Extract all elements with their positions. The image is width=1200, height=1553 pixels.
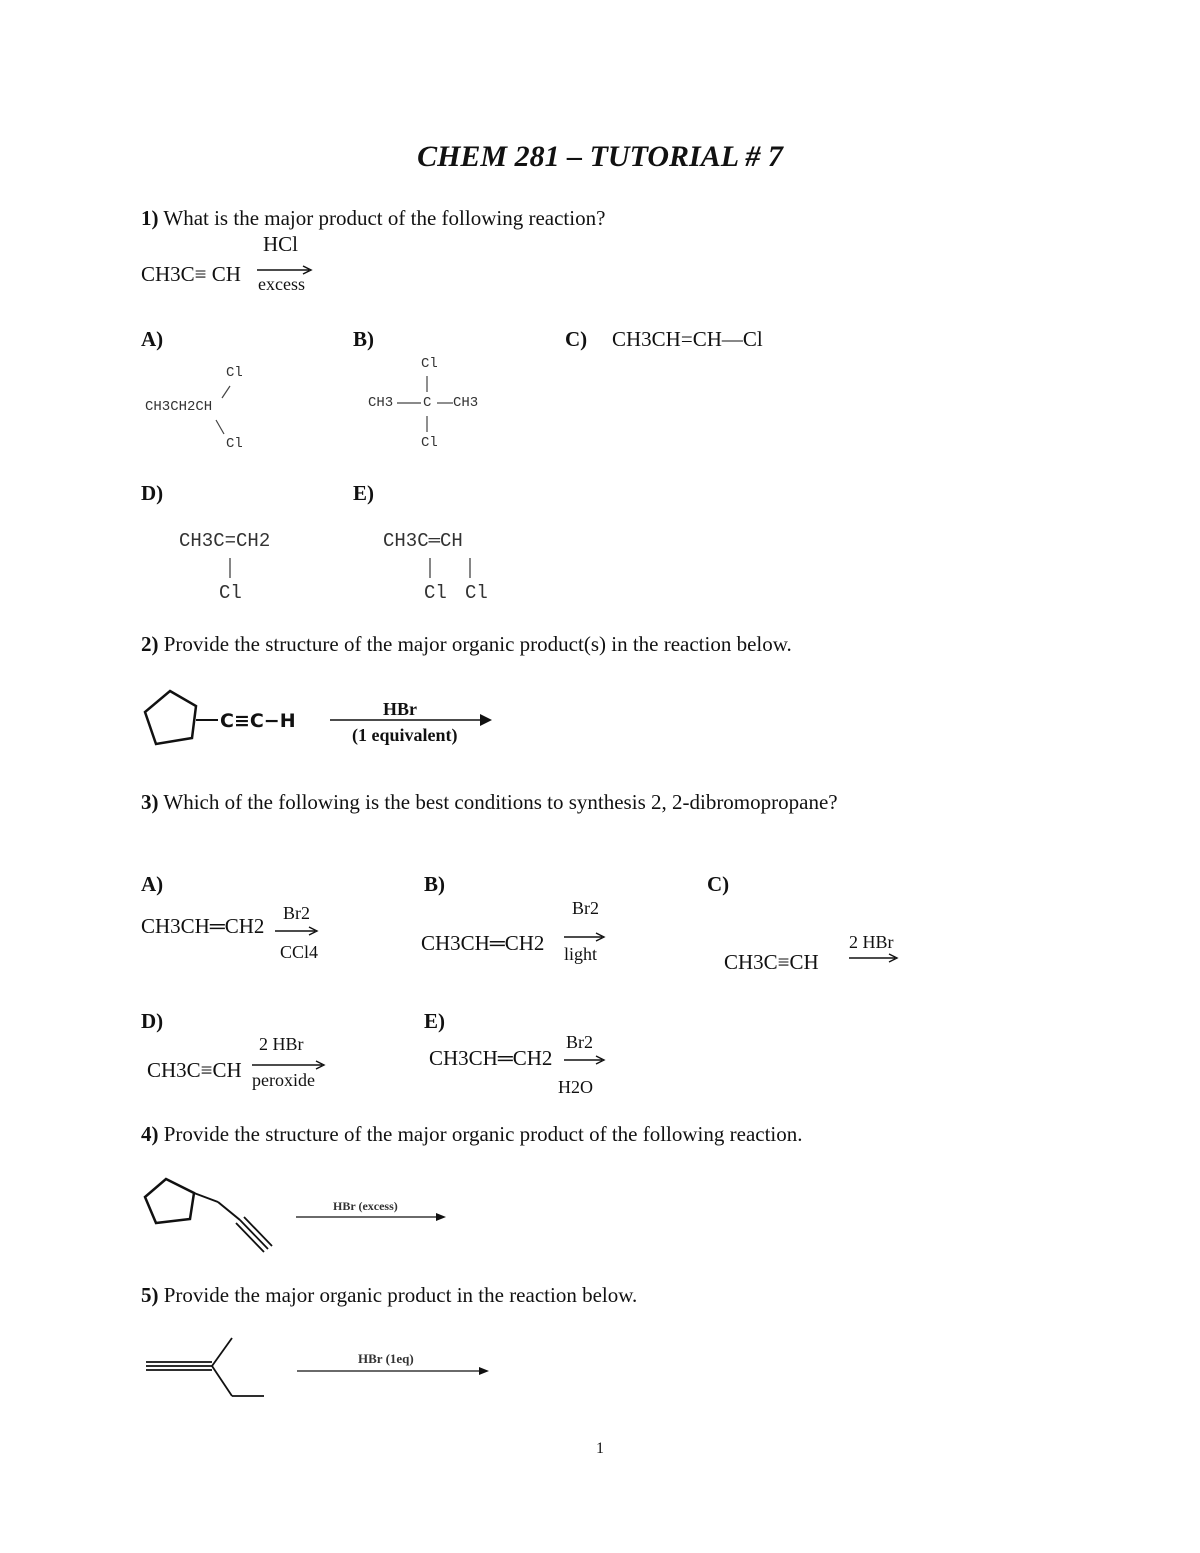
cyclopentyl-propyne-structure bbox=[140, 1175, 280, 1255]
q1-a-cl-top: Cl bbox=[226, 365, 243, 381]
q3-c-arrow bbox=[847, 951, 903, 967]
question-number: 3) bbox=[141, 790, 159, 814]
q1-b-center: C bbox=[423, 395, 432, 411]
question-text: Provide the structure of the major organic product of the following reaction. bbox=[163, 1122, 803, 1146]
q3-a-top: Br2 bbox=[283, 903, 310, 923]
q3-e-arrow bbox=[562, 1053, 612, 1069]
q1-a-cl-bottom: Cl bbox=[226, 436, 243, 452]
q1-b-cl-top: Cl bbox=[421, 356, 438, 372]
q1-reagent-bottom: excess bbox=[258, 274, 305, 294]
q3-e-reactant: CH3CH═CH2 bbox=[429, 1046, 553, 1070]
q3-d-reactant: CH3C≡CH bbox=[147, 1058, 242, 1082]
question-2 bbox=[141, 632, 792, 657]
q1-e-cl2: Cl bbox=[465, 582, 488, 604]
q1-reactant: CH3C≡ CH bbox=[141, 262, 241, 286]
q1-b-ch3-left: CH3 bbox=[368, 395, 394, 411]
question-number: 2) bbox=[141, 632, 159, 656]
q3-option-b-label: B) bbox=[424, 872, 445, 896]
question-number: 1) bbox=[141, 206, 159, 230]
q1-d-bond bbox=[224, 556, 236, 582]
q4-reagent: HBr (excess) bbox=[333, 1199, 398, 1213]
question-text: Provide the major organic product in the reaction below. bbox=[163, 1283, 638, 1307]
q3-e-top: Br2 bbox=[566, 1032, 593, 1052]
q1-a-bond-down bbox=[212, 418, 232, 438]
q1-b-ch3-right: CH3 bbox=[453, 395, 479, 411]
q1-e-cl1: Cl bbox=[424, 582, 447, 604]
cyclopentane-ring bbox=[140, 688, 220, 752]
question-4 bbox=[141, 1122, 803, 1147]
question-text: Which of the following is the best conditions to synthesis 2, 2-dibromopropane? bbox=[163, 790, 838, 814]
q3-c-reactant: CH3C≡CH bbox=[724, 950, 819, 974]
q1-reagent-top: HCl bbox=[263, 232, 299, 256]
q5-reaction-arrow bbox=[295, 1366, 495, 1378]
q3-a-reactant: CH3CH═CH2 bbox=[141, 914, 265, 938]
q1-c-formula: CH3CH=CH—Cl bbox=[612, 327, 763, 351]
q1-option-c-label: C) bbox=[565, 327, 588, 351]
q1-e-bonds bbox=[420, 556, 490, 582]
q3-a-bottom: CCl4 bbox=[280, 942, 319, 962]
q1-a-main: CH3CH2CH bbox=[145, 399, 213, 415]
q1-e-main: CH3C═CH bbox=[383, 530, 463, 552]
q1-option-a-label: A) bbox=[141, 327, 164, 351]
methylpentyne-structure bbox=[140, 1330, 270, 1405]
q2-reagent-bottom: (1 equivalent) bbox=[352, 725, 458, 745]
q1-option-e-label: E) bbox=[353, 481, 374, 505]
question-number: 4) bbox=[141, 1122, 159, 1146]
page-number: 1 bbox=[596, 1440, 604, 1457]
question-number: 5) bbox=[141, 1283, 159, 1307]
q3-a-arrow bbox=[273, 924, 323, 940]
q3-option-a-label: A) bbox=[141, 872, 164, 896]
q3-option-e-label: E) bbox=[424, 1009, 445, 1033]
q1-b-cl-bottom: Cl bbox=[421, 435, 438, 451]
q3-b-reactant: CH3CH═CH2 bbox=[421, 931, 545, 955]
q3-b-bottom: light bbox=[564, 944, 598, 964]
q1-d-main: CH3C=CH2 bbox=[179, 530, 271, 552]
q5-reagent: HBr (1eq) bbox=[358, 1351, 414, 1366]
q3-option-c-label: C) bbox=[707, 872, 730, 896]
question-text: What is the major product of the following reaction? bbox=[163, 206, 606, 230]
q4-reaction-arrow bbox=[294, 1212, 450, 1224]
question-5 bbox=[141, 1283, 637, 1308]
q1-a-bond-up bbox=[218, 382, 238, 402]
page-title: CHEM 281 – TUTORIAL # 7 bbox=[417, 140, 783, 173]
q3-d-bottom: peroxide bbox=[252, 1070, 315, 1090]
q2-alkyne-chain: C≡C−H bbox=[220, 710, 296, 732]
q3-e-bottom: H2O bbox=[558, 1077, 593, 1097]
q1-d-cl: Cl bbox=[219, 582, 242, 604]
question-3 bbox=[141, 790, 838, 815]
question-text: Provide the structure of the major organic product(s) in the reaction below. bbox=[163, 632, 792, 656]
q3-option-d-label: D) bbox=[141, 1009, 164, 1033]
q1-option-b-label: B) bbox=[353, 327, 374, 351]
q2-reagent-top: HBr bbox=[383, 699, 417, 719]
q3-d-top: 2 HBr bbox=[259, 1034, 304, 1054]
q1-option-d-label: D) bbox=[141, 481, 164, 505]
q3-b-top: Br2 bbox=[572, 898, 599, 918]
question-1 bbox=[141, 206, 605, 231]
q3-c-top: 2 HBr bbox=[849, 932, 894, 952]
